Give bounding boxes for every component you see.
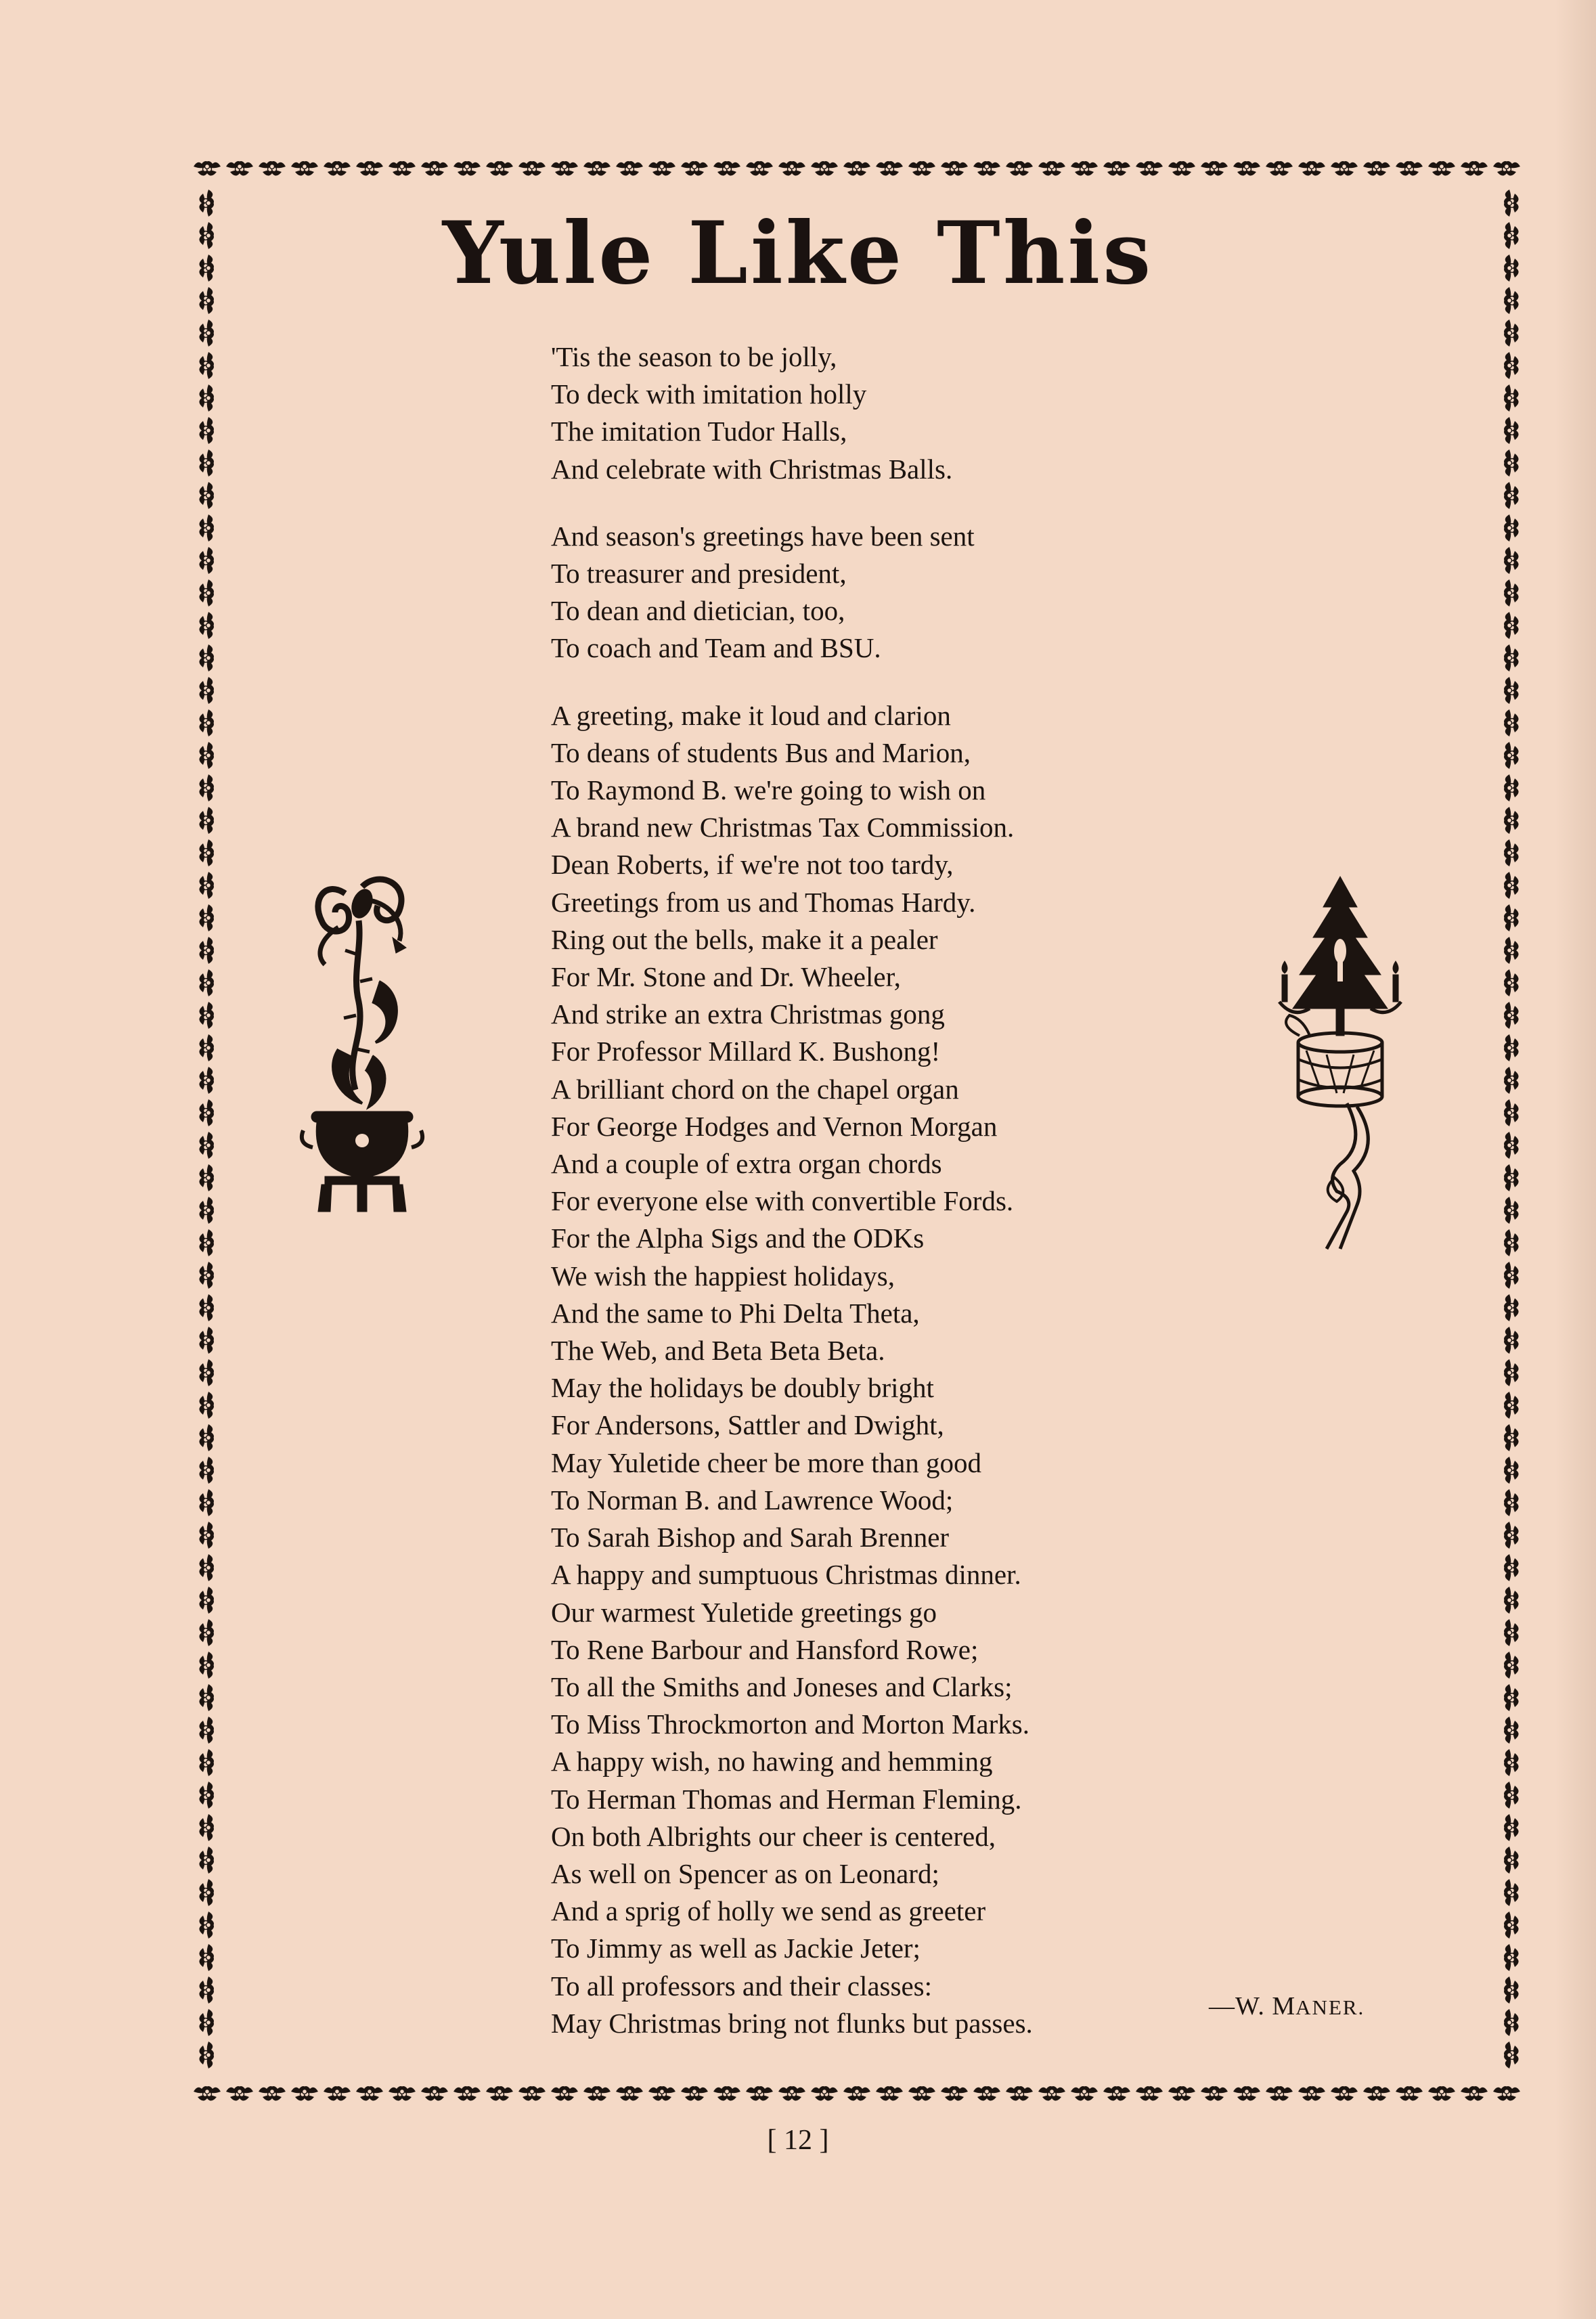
poem-line: The imitation Tudor Halls,	[551, 416, 847, 447]
holly-sprig-icon	[1504, 1749, 1519, 1776]
author-signature	[1209, 1991, 1365, 2021]
holly-sprig-icon	[1504, 1976, 1519, 2004]
holly-sprig-icon	[1504, 2009, 1519, 2036]
poem-line: To Rene Barbour and Hansford Rowe;	[551, 1633, 979, 1665]
holly-sprig-icon	[199, 1294, 214, 1321]
holly-sprig-icon	[1071, 161, 1098, 176]
poem-line: A happy wish, no hawing and hemming	[551, 1746, 993, 1777]
poem-line: May Yuletide cheer be more than good	[551, 1446, 982, 1478]
poem-line: For George Hodges and Vernon Morgan	[551, 1110, 998, 1142]
holly-sprig-icon	[1298, 2086, 1325, 2101]
holly-sprig-icon	[1493, 161, 1520, 176]
holly-sprig-icon	[1504, 709, 1519, 736]
holly-sprig-icon	[1504, 482, 1519, 509]
holly-sprig-icon	[259, 161, 286, 176]
holly-sprig-icon	[199, 2041, 214, 2069]
holly-sprig-icon	[908, 161, 935, 176]
holly-sprig-icon	[1504, 839, 1519, 866]
holly-sprig-icon	[1504, 319, 1519, 347]
holly-sprig-icon	[1428, 2086, 1455, 2101]
poem-line: 'Tis the season to be jolly,	[551, 341, 837, 372]
holly-sprig-icon	[199, 1782, 214, 1809]
holly-sprig-icon	[199, 742, 214, 769]
holly-sprig-icon	[583, 2086, 611, 2101]
holly-sprig-icon	[1136, 161, 1163, 176]
holly-sprig-icon	[1266, 2086, 1293, 2101]
holly-sprig-icon	[1504, 1912, 1519, 1939]
holly-sprig-icon	[199, 1847, 214, 1874]
holly-sprig-icon	[1504, 1262, 1519, 1289]
holly-sprig-icon	[1504, 612, 1519, 639]
holly-sprig-icon	[199, 1976, 214, 2004]
holly-sprig-icon	[199, 1619, 214, 1646]
holly-sprig-icon	[1504, 384, 1519, 412]
holly-sprig-icon	[291, 161, 318, 176]
poem-line: And a sprig of holly we send as greeter	[551, 1895, 986, 1927]
holly-sprig-icon	[1504, 1782, 1519, 1809]
holly-sprig-icon	[876, 161, 903, 176]
holly-sprig-icon	[1504, 1002, 1519, 1029]
poem-line: To deans of students Bus and Marion,	[551, 736, 971, 768]
holly-sprig-icon	[1006, 2086, 1033, 2101]
poem-line: To Sarah Bishop and Sarah Brenner	[551, 1522, 950, 1553]
holly-sprig-icon	[199, 1262, 214, 1289]
holly-sprig-icon	[1504, 1197, 1519, 1224]
holly-sprig-icon	[1331, 2086, 1358, 2101]
holly-sprig-icon	[1504, 1554, 1519, 1581]
holly-sprig-icon	[973, 2086, 1000, 2101]
poem-line: To deck with imitation holly	[551, 378, 867, 410]
holly-sprig-icon	[1504, 1587, 1519, 1614]
stanza-3	[551, 697, 1160, 2042]
holly-sprig-icon	[1396, 161, 1423, 176]
holly-sprig-icon	[551, 161, 578, 176]
poem-line: May the holidays be doubly bright	[551, 1372, 934, 1404]
poem-line: For Professor Millard K. Bushong!	[551, 1036, 941, 1067]
holly-sprig-icon	[1504, 969, 1519, 996]
poem-line: And a couple of extra organ chords	[551, 1148, 942, 1180]
poem-line: A brilliant chord on the chapel organ	[551, 1073, 959, 1105]
holly-sprig-icon	[199, 319, 214, 347]
holly-sprig-icon	[1038, 161, 1065, 176]
holly-sprig-icon	[1504, 774, 1519, 801]
holly-sprig-icon	[778, 2086, 805, 2101]
holly-sprig-icon	[1331, 161, 1358, 176]
signature-dash: —W. M	[1209, 1992, 1296, 2020]
holly-sprig-icon	[681, 161, 708, 176]
holly-sprig-icon	[194, 161, 221, 176]
holly-sprig-icon	[486, 2086, 513, 2101]
holly-sprig-icon	[226, 2086, 253, 2101]
holly-sprig-icon	[199, 1132, 214, 1159]
holly-sprig-icon	[199, 1392, 214, 1419]
holly-sprig-icon	[1201, 2086, 1228, 2101]
holly-sprig-icon	[199, 384, 214, 412]
holly-sprig-icon	[843, 2086, 870, 2101]
holly-sprig-icon	[746, 2086, 773, 2101]
page-title: Yule Like This	[442, 203, 1154, 303]
holly-sprig-icon	[421, 2086, 448, 2101]
holly-sprig-icon	[1504, 1034, 1519, 1061]
holly-sprig-icon	[1504, 1944, 1519, 1971]
holly-sprig-icon	[199, 1717, 214, 1744]
holly-sprig-icon	[199, 807, 214, 834]
holly-sprig-icon	[1504, 1619, 1519, 1646]
holly-sprig-icon	[199, 1359, 214, 1386]
holly-sprig-icon	[194, 2086, 221, 2101]
poem-line: For Mr. Stone and Dr. Wheeler,	[551, 961, 901, 993]
page-edge-shadow	[1555, 0, 1596, 2319]
holly-sprig-icon	[199, 2009, 214, 2036]
christmas-tree-candles-icon	[1272, 873, 1408, 1252]
holly-sprig-icon	[778, 161, 805, 176]
poem-line: Greetings from us and Thomas Hardy.	[551, 886, 976, 918]
stanza-2	[551, 518, 1160, 667]
holly-sprig-icon	[1504, 1392, 1519, 1419]
holly-sprig-icon	[199, 1749, 214, 1776]
holly-sprig-icon	[1504, 1489, 1519, 1516]
holly-sprig-icon	[1504, 449, 1519, 477]
holly-sprig-icon	[199, 1099, 214, 1126]
holly-sprig-icon	[199, 449, 214, 477]
holly-sprig-icon	[199, 1164, 214, 1191]
holly-sprig-icon	[199, 1229, 214, 1256]
holly-sprig-icon	[199, 969, 214, 996]
holly-sprig-icon	[681, 2086, 708, 2101]
holly-sprig-icon	[1504, 1879, 1519, 1906]
holly-sprig-icon	[1504, 1132, 1519, 1159]
holly-sprig-icon	[876, 2086, 903, 2101]
signature-rest: ANER.	[1295, 1995, 1365, 2019]
poem-line: And season's greetings have been sent	[551, 520, 975, 552]
holly-sprig-icon	[199, 937, 214, 964]
holly-sprig-icon	[1168, 2086, 1195, 2101]
holly-sprig-icon	[1504, 1522, 1519, 1549]
holly-sprig-icon	[199, 1912, 214, 1939]
holly-sprig-icon	[908, 2086, 935, 2101]
poem-line: To Norman B. and Lawrence Wood;	[551, 1484, 954, 1516]
holly-sprig-icon	[518, 161, 546, 176]
holly-sprig-icon	[1428, 161, 1455, 176]
holly-sprig-icon	[1168, 161, 1195, 176]
holly-sprig-icon	[1504, 1814, 1519, 1841]
holly-sprig-icon	[1504, 547, 1519, 574]
holly-sprig-icon	[648, 161, 675, 176]
poem-line: And the same to Phi Delta Theta,	[551, 1297, 920, 1329]
holly-sprig-icon	[518, 2086, 546, 2101]
holly-sprig-icon	[746, 161, 773, 176]
holly-sprig-icon	[291, 2086, 318, 2101]
holly-sprig-icon	[1504, 1099, 1519, 1126]
holly-sprig-icon	[941, 161, 968, 176]
poem-line: Our warmest Yuletide greetings go	[551, 1596, 937, 1628]
page-number: [ 12 ]	[767, 2125, 829, 2156]
holly-sprig-icon	[199, 1814, 214, 1841]
holly-sprig-icon	[199, 612, 214, 639]
holly-sprig-icon	[1504, 1327, 1519, 1354]
holly-sprig-icon	[1396, 2086, 1423, 2101]
poem-line: To treasurer and president,	[551, 558, 847, 590]
holly-sprig-icon	[356, 2086, 383, 2101]
poem-line: A brand new Christmas Tax Commission.	[551, 812, 1015, 843]
holly-sprig-icon	[199, 1684, 214, 1711]
poem-line: To all professors and their classes:	[551, 1970, 933, 2002]
holly-sprig-icon	[199, 514, 214, 542]
poem-line: For Andersons, Sattler and Dwight,	[551, 1409, 944, 1441]
holly-sprig-icon	[199, 547, 214, 574]
holly-sprig-icon	[843, 161, 870, 176]
holly-sprig-icon	[199, 1944, 214, 1971]
holly-sprig-icon	[199, 1554, 214, 1581]
holly-sprig-icon	[941, 2086, 968, 2101]
holly-sprig-icon	[1363, 161, 1390, 176]
holly-sprig-icon	[389, 161, 416, 176]
holly-sprig-icon	[199, 1457, 214, 1484]
poem-line: For the Alpha Sigs and the ODKs	[551, 1222, 925, 1254]
holly-sprig-icon	[199, 1002, 214, 1029]
poem-line: A happy and sumptuous Christmas dinner.	[551, 1559, 1021, 1591]
holly-sprig-icon	[1504, 644, 1519, 671]
poem-line: On both Albrights our cheer is centered,	[551, 1820, 996, 1852]
holly-sprig-icon	[199, 1424, 214, 1451]
holly-sprig-icon	[1201, 161, 1228, 176]
holly-sprig-icon	[324, 161, 351, 176]
holly-sprig-icon	[199, 709, 214, 736]
poem-line: And celebrate with Christmas Balls.	[551, 453, 953, 485]
holly-sprig-icon	[1504, 872, 1519, 899]
poem-line: To Miss Throckmorton and Morton Marks.	[551, 1708, 1029, 1740]
poem	[551, 338, 1160, 2072]
holly-sprig-icon	[1504, 1067, 1519, 1094]
holly-sprig-icon	[199, 417, 214, 444]
holly-sprig-icon	[1504, 1457, 1519, 1484]
holly-sprig-icon	[1504, 352, 1519, 379]
holly-sprig-icon	[1504, 1717, 1519, 1744]
holly-sprig-icon	[199, 1587, 214, 1614]
holly-sprig-icon	[486, 161, 513, 176]
poem-line: And strike an extra Christmas gong	[551, 998, 945, 1030]
holly-sprig-icon	[1136, 2086, 1163, 2101]
holly-sprig-icon	[199, 677, 214, 704]
holly-sprig-icon	[1504, 937, 1519, 964]
holly-sprig-icon	[1461, 161, 1488, 176]
poem-line: To Jimmy as well as Jackie Jeter;	[551, 1932, 921, 1964]
holly-sprig-icon	[199, 904, 214, 931]
holly-sprig-icon	[1233, 2086, 1260, 2101]
holly-sprig-icon	[1461, 2086, 1488, 2101]
holly-sprig-icon	[226, 161, 253, 176]
holly-sprig-icon	[389, 2086, 416, 2101]
holly-sprig-icon	[1504, 417, 1519, 444]
poem-line: To coach and Team and BSU.	[551, 632, 881, 664]
holly-sprig-icon	[1504, 1684, 1519, 1711]
holly-sprig-icon	[1493, 2086, 1520, 2101]
holly-sprig-icon	[1103, 2086, 1130, 2101]
holly-sprig-icon	[1233, 161, 1260, 176]
poem-line: To Raymond B. we're going to wish on	[551, 774, 986, 806]
holly-sprig-icon	[199, 1522, 214, 1549]
holly-sprig-icon	[1504, 1424, 1519, 1451]
poem-line: The Web, and Beta Beta Beta.	[551, 1335, 885, 1367]
holly-sprig-icon	[973, 161, 1000, 176]
holly-sprig-icon	[1504, 1652, 1519, 1679]
holly-sprig-icon	[453, 2086, 481, 2101]
holly-sprig-icon	[199, 1067, 214, 1094]
holly-sprig-icon	[199, 352, 214, 379]
holly-sprig-icon	[713, 2086, 740, 2101]
holly-sprig-icon	[199, 1197, 214, 1224]
holly-sprig-icon	[1266, 161, 1293, 176]
holly-sprig-icon	[199, 872, 214, 899]
holly-sprig-icon	[356, 161, 383, 176]
holly-sprig-icon	[1504, 1164, 1519, 1191]
holly-sprig-icon	[199, 1489, 214, 1516]
holly-sprig-icon	[1504, 579, 1519, 606]
holly-sprig-icon	[1504, 742, 1519, 769]
holly-sprig-icon	[1363, 2086, 1390, 2101]
holly-sprig-icon	[1504, 1294, 1519, 1321]
holly-sprig-icon	[1504, 807, 1519, 834]
holly-sprig-icon	[1504, 1229, 1519, 1256]
holly-sprig-icon	[421, 161, 448, 176]
holly-sprig-icon	[1298, 161, 1325, 176]
poem-line: For everyone else with convertible Fords.	[551, 1185, 1014, 1217]
holly-sprig-icon	[616, 2086, 643, 2101]
holly-sprig-icon	[713, 161, 740, 176]
holly-sprig-icon	[648, 2086, 675, 2101]
holly-sprig-icon	[1103, 161, 1130, 176]
poem-line: To Herman Thomas and Herman Fleming.	[551, 1783, 1022, 1815]
holly-sprig-icon	[199, 1034, 214, 1061]
holly-sprig-icon	[1504, 2041, 1519, 2069]
holly-sprig-icon	[1504, 677, 1519, 704]
holly-sprig-icon	[324, 2086, 351, 2101]
poem-line: We wish the happiest holidays,	[551, 1260, 895, 1291]
holly-sprig-icon	[259, 2086, 286, 2101]
holly-sprig-icon	[199, 774, 214, 801]
holly-sprig-icon	[1006, 161, 1033, 176]
holly-sprig-icon	[199, 579, 214, 606]
holly-sprig-icon	[1504, 1359, 1519, 1386]
holly-sprig-icon	[453, 161, 481, 176]
holly-sprig-icon	[199, 1327, 214, 1354]
cauldron-flourish-icon	[298, 873, 426, 1218]
poem-line: As well on Spencer as on Leonard;	[551, 1857, 939, 1889]
poem-line: Dean Roberts, if we're not too tardy,	[551, 849, 954, 881]
poem-line: To dean and dietician, too,	[551, 595, 845, 627]
stanza-1	[551, 338, 1160, 488]
holly-sprig-icon	[811, 161, 838, 176]
holly-sprig-icon	[1071, 2086, 1098, 2101]
holly-sprig-icon	[1504, 514, 1519, 542]
holly-sprig-icon	[583, 161, 611, 176]
holly-sprig-icon	[551, 2086, 578, 2101]
holly-sprig-icon	[1038, 2086, 1065, 2101]
holly-sprig-icon	[616, 161, 643, 176]
holly-sprig-icon	[199, 1652, 214, 1679]
holly-sprig-icon	[199, 644, 214, 671]
holly-sprig-icon	[199, 839, 214, 866]
poem-line: Ring out the bells, make it a pealer	[551, 923, 938, 955]
poem-line: To all the Smiths and Joneses and Clarks;	[551, 1671, 1013, 1702]
holly-sprig-icon	[1504, 904, 1519, 931]
holly-sprig-icon	[199, 1879, 214, 1906]
holly-sprig-icon	[199, 482, 214, 509]
holly-sprig-icon	[811, 2086, 838, 2101]
poem-line: A greeting, make it loud and clarion	[551, 699, 951, 731]
holly-sprig-icon	[1504, 1847, 1519, 1874]
poem-line: May Christmas bring not flunks but passes.	[551, 2007, 1033, 2039]
